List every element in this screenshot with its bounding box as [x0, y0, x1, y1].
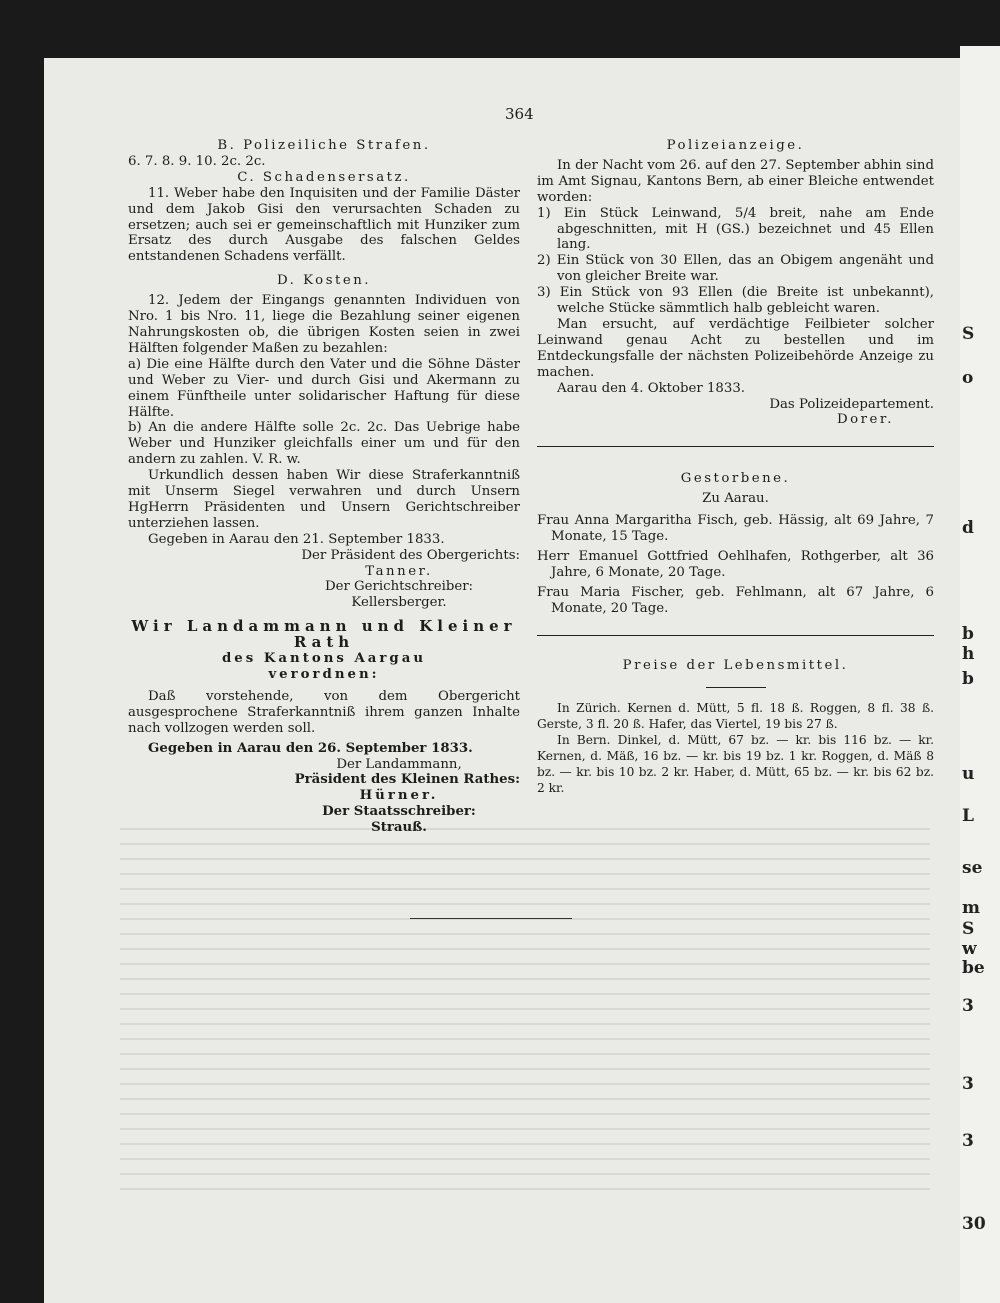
- signature-2-name: Kellersberger.: [351, 595, 447, 611]
- given-date-2: Gegeben in Aarau den 26. September 1833.: [148, 740, 473, 756]
- neighbor-fragment: be: [962, 958, 985, 978]
- deaths-heading: Gestorbene.: [680, 471, 791, 487]
- end-rule: [410, 918, 572, 919]
- neighbor-fragment: b: [962, 669, 974, 689]
- prices-heading: Preise der Lebensmittel.: [622, 657, 849, 673]
- signature-2-title: Der Gerichtschreiber:: [324, 579, 474, 595]
- paragraph-12b: b) An die andere Hälfte solle 2c. 2c. Das Uebrige habe Weber und Hunziker gleichfalls einer um und für den andern zu zahlen. V. R. w.: [128, 420, 520, 468]
- section-divider: [537, 635, 934, 636]
- police-item-1: 1) Ein Stück Leinwand, 5/4 breit, nahe am Ende abgeschnitten, mit H (GS.) bezeichnet und 45 Ellen lang.: [537, 205, 934, 253]
- police-department: Das Polizeidepartement.: [769, 396, 934, 412]
- death-entry: Frau Anna Margaritha Fisch, geb. Hässig, alt 69 Jahre, 7 Monate, 15 Tage.: [537, 513, 934, 545]
- left-column: [128, 138, 520, 836]
- section-d-heading: D. Kosten.: [276, 273, 372, 289]
- police-item-3: 3) Ein Stück von 93 Ellen (die Breite ist unbekannt), welche Stücke sämmtlich halb gebleicht waren.: [537, 285, 934, 317]
- right-column: [537, 138, 934, 796]
- paragraph-11: 11. Weber habe den Inquisiten und der Familie Däster und dem Jakob Gisi den verursachten Schaden zu ersetzen; auch sei er gemeinschaftlich mit Hunziker zum Ersatz des durch Ausgabe des falschen Geldes entstandenen Schadens verfällt.: [128, 185, 520, 265]
- neighbor-fragment: 3: [962, 996, 974, 1016]
- death-entry: Frau Maria Fischer, geb. Fehlmann, alt 67 Jahre, 6 Monate, 20 Tage.: [537, 584, 934, 616]
- signature-3-name: Hürner.: [359, 788, 439, 804]
- death-entry: Herr Emanuel Gottfried Oehlhafen, Rothgerber, alt 36 Jahre, 6 Monate, 20 Tage.: [537, 548, 934, 580]
- police-request: Man ersucht, auf verdächtige Feilbieter solcher Leinwand genau Acht zu bestellen und im Entdeckungsfalle der nächsten Polizeibehörde Anzeige zu machen.: [537, 316, 934, 380]
- neighbor-fragment: 30: [962, 1214, 986, 1234]
- short-rule: [706, 687, 766, 688]
- signature-3-subtitle: Präsident des Kleinen Rathes:: [294, 772, 520, 788]
- decree-subheading: des Kantons Aargau: [221, 651, 427, 667]
- signature-1-title: Der Präsident des Obergerichts:: [301, 547, 520, 563]
- police-notice-intro: In der Nacht vom 26. auf den 27. September abhin sind im Amt Signau, Kantons Bern, ab einer Bleiche entwendet worden:: [537, 157, 934, 205]
- signature-1-name: Tanner.: [365, 563, 433, 579]
- section-c-heading: C. Schadensersatz.: [237, 169, 411, 185]
- price-zurich: In Zürich. Kernen d. Mütt, 5 fl. 18 ß. Roggen, 8 fl. 38 ß. Gerste, 3 fl. 20 ß. Hafer, das Viertel, 19 bis 27 ß.: [537, 701, 934, 732]
- neighbor-fragment: 3: [962, 1131, 974, 1151]
- paragraph-12a: a) Die eine Hälfte durch den Vater und die Söhne Däster und Weber zu Vier- und durch Gisi und Akermann zu einem Fünftheile unter solidarischer Haftung für diese Hälfte.: [128, 356, 520, 420]
- decree-text: Daß vorstehende, von dem Obergericht ausgesprochene Straferkanntniß ihrem ganzen Inhalte nach vollzogen werden soll.: [128, 688, 520, 736]
- section-divider: [537, 446, 934, 447]
- deaths-location: Zu Aarau.: [702, 491, 769, 507]
- neighbor-fragment: b: [962, 624, 974, 644]
- police-notice-heading: Polizeianzeige.: [666, 138, 805, 153]
- police-item-2: 2) Ein Stück von 30 Ellen, das an Obigem angenäht und von gleicher Breite war.: [537, 253, 934, 285]
- neighbor-fragment: L: [962, 806, 974, 826]
- neighbor-fragment: h: [962, 644, 975, 664]
- urkund-paragraph: Urkundlich dessen haben Wir diese Straferkanntniß mit Unserm Siegel verwahren und durch Unsern HgHerrn Präsidenten und Unsern Gerichtschreiber unterziehen lassen.: [128, 468, 520, 531]
- police-date: Aarau den 4. Oktober 1833.: [557, 380, 746, 396]
- section-b-text: 6. 7. 8. 9. 10. 2c. 2c.: [128, 153, 266, 169]
- neighbor-fragment: S: [962, 919, 975, 939]
- neighbor-fragment: d: [962, 518, 974, 538]
- price-bern: In Bern. Dinkel, d. Mütt, 67 bz. — kr. bis 116 bz. — kr. Kernen, d. Mäß, 16 bz. — kr. bis 19 bz. 1 kr. Roggen, d. Mäß 8 bz. — kr. bis 10 bz. 2 kr. Haber, d. Mütt, 65 bz. — kr. bis 62 bz. 2 kr.: [537, 733, 934, 796]
- adjacent-page-edge: [960, 46, 1000, 1303]
- neighbor-fragment: u: [962, 764, 975, 784]
- page-number: 364: [505, 105, 534, 123]
- neighbor-fragment: 3: [962, 1074, 974, 1094]
- neighbor-fragment: se: [962, 858, 983, 878]
- neighbor-fragment: m: [962, 898, 980, 918]
- decree-verb: verordnen:: [268, 667, 380, 682]
- signature-4-title: Der Staatsschreiber:: [322, 804, 476, 820]
- neighbor-fragment: w: [962, 939, 977, 959]
- section-b-heading: B. Polizeiliche Strafen.: [217, 138, 431, 153]
- police-signatory: Dorer.: [836, 412, 894, 428]
- given-date-1: Gegeben in Aarau den 21. September 1833.: [148, 531, 445, 547]
- neighbor-fragment: S: [962, 324, 975, 344]
- neighbor-fragment: o: [962, 368, 974, 388]
- paragraph-12: 12. Jedem der Eingangs genannten Individuen von Nro. 1 bis Nro. 11, liege die Bezahlung seiner eigenen Nahrungskosten ob, die übrigen Kosten seien in zwei Hälften folgender Maßen zu bezahlen:: [128, 293, 520, 356]
- signature-4-name: Strauß.: [371, 820, 427, 836]
- decree-heading: Wir Landammann und Kleiner Rath: [131, 617, 517, 652]
- bleed-through-texture: [120, 820, 930, 1190]
- signature-3-title: Der Landammann,: [336, 756, 462, 772]
